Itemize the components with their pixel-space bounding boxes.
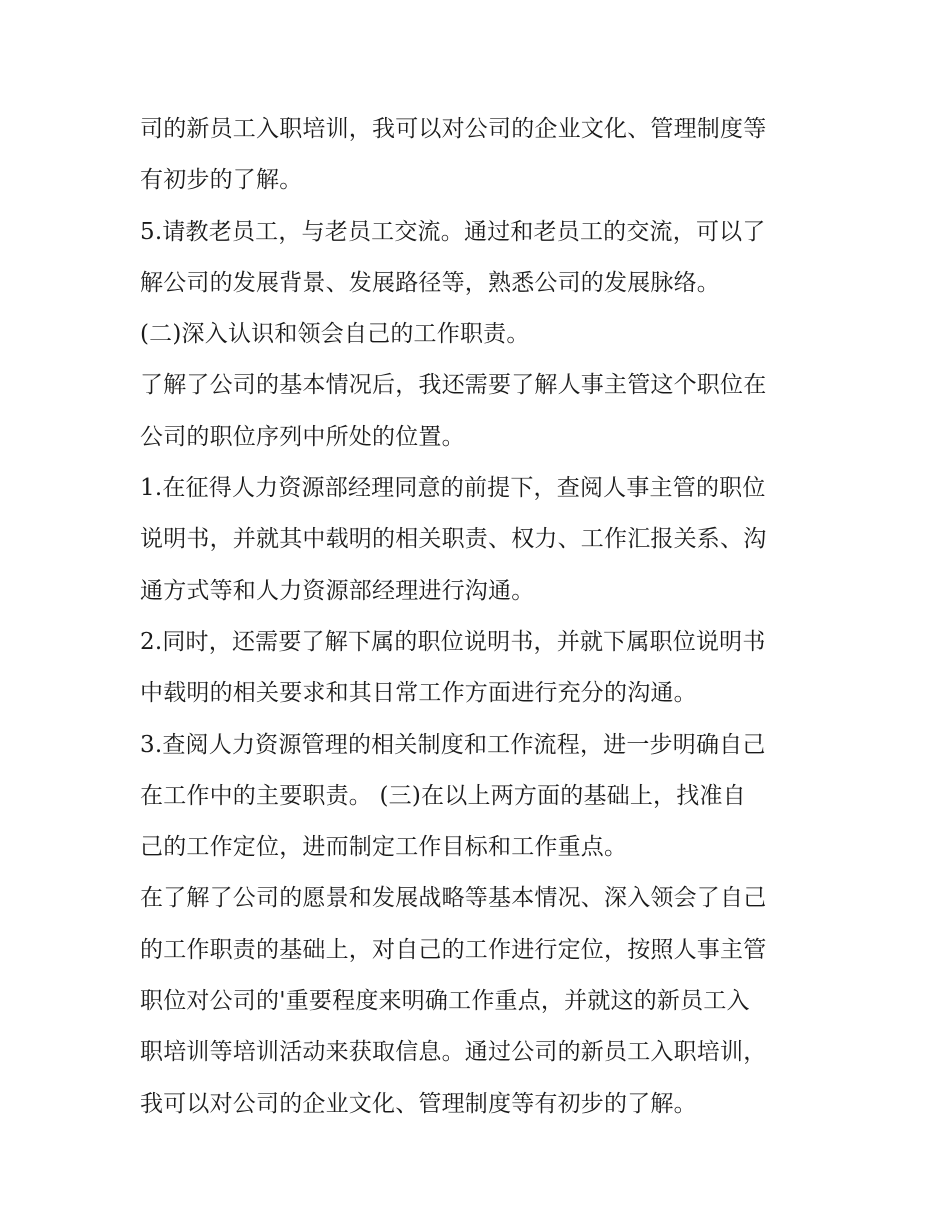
text-line: 1.在征得人力资源部经理同意的前提下，查阅人事主管的职位	[140, 475, 766, 502]
document-body	[140, 104, 820, 1130]
text-line: 通方式等和人力资源部经理进行沟通。	[140, 577, 535, 604]
text-line: 职培训等培训活动来获取信息。通过公司的新员工入职培训，	[140, 1039, 767, 1066]
text-line: 说明书，并就其中载明的相关职责、权力、工作汇报关系、沟	[140, 526, 767, 553]
text-line: 中载明的相关要求和其日常工作方面进行充分的沟通。	[140, 680, 697, 707]
text-line: 在工作中的主要职责。 (三)在以上两方面的基础上，找准自	[140, 782, 746, 809]
text-line: 己的工作定位，进而制定工作目标和工作重点。	[140, 834, 628, 861]
text-line: 3.查阅人力资源管理的相关制度和工作流程，进一步明确自己	[140, 731, 766, 758]
text-line: 的工作职责的基础上，对自己的工作进行定位，按照人事主管	[140, 936, 767, 963]
text-line: 我可以对公司的企业文化、管理制度等有初步的了解。	[140, 1090, 697, 1117]
text-line: 5.请教老员工，与老员工交流。通过和老员工的交流，可以了	[140, 218, 766, 245]
text-line: 司的新员工入职培训，我可以对公司的企业文化、管理制度等	[140, 116, 767, 142]
text-line: 有初步的了解。	[140, 167, 303, 194]
text-line: 2.同时，还需要了解下属的职位说明书，并就下属职位说明书	[140, 628, 766, 655]
text-line: 在了解了公司的愿景和发展战略等基本情况、深入领会了自己	[140, 885, 767, 912]
text-line: 公司的职位序列中所处的位置。	[140, 423, 465, 450]
section-heading: (二)深入认识和领会自己的工作职责。	[140, 321, 530, 348]
text-line: 了解了公司的基本情况后，我还需要了解人事主管这个职位在	[140, 372, 767, 399]
text-line: 职位对公司的'重要程度来明确工作重点，并就这的新员工入	[140, 988, 750, 1015]
text-line: 解公司的发展背景、发展路径等，熟悉公司的发展脉络。	[140, 269, 720, 296]
